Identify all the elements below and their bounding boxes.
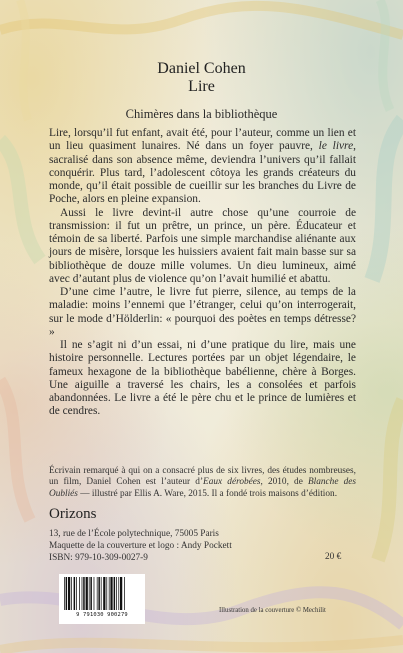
blurb-paragraph: Lire, lorsqu’il fut enfant, avait été, pour l’auteur, comme un lien et un lieu quasiment lunaires. Né dans un foyer pauvre, le livre, sacralisé dans son absence même, deviendra l’univers qu’il fallait conquérir. Plus tard, l’adolescent côtoya les grands créateurs du monde, qu’il était possible de cueillir sur les branches du Livre de Poche, alors en pleine expansion.	[49, 127, 356, 206]
book-subtitle: Chimères dans la bibliothèque	[125, 107, 278, 121]
publisher-info	[49, 528, 349, 564]
author-bio: Écrivain remarqué à qui on a consacré plus de six livres, des études nombreuses, un film, Daniel Cohen est l’auteur d’Eaux dérobées, 2010, de Blanche des Oubliés — illustré par Ellis A. Ware, 2015. Il a fondé trois maisons d’édition.	[49, 466, 356, 499]
price: 20 €	[325, 552, 342, 562]
barcode-digits: 9 791030 900279	[76, 612, 128, 618]
cover-design-credit: Maquette de la couverture et logo : Andy Pockett	[49, 541, 232, 551]
book-title: Lire	[188, 78, 215, 95]
blurb-paragraph: Aussi le livre devint-il autre chose qu’une courroie de transmission: il fut un prêtre, un prince, un père. Éducateur et témoin de sa liberté. Parfois une simple marchandise aliénante aux jours de misère, lorsque les huissiers avaient fait main basse sur sa bibliothèque de douze mille volumes. Un dieu lumineux, aimé avec d’autant plus de violence qu’on l’avait humilié et abattu.	[49, 206, 356, 285]
blurb-paragraph: D’une cime l’autre, le livre fut pierre, silence, au temps de la maladie: moins l’ennemi que l’étranger, celui qu’on interrogerait, sur le mode d’Hölderlin: « pourquoi des poètes en temps détresse? »	[49, 286, 356, 338]
publisher-address: 13, rue de l’École polytechnique, 75005 Paris	[49, 529, 219, 539]
publisher-name: Orizons	[49, 506, 97, 522]
barcode	[59, 574, 145, 624]
illustration-credit: Illustration de la couverture © Mechilit	[219, 607, 326, 614]
blurb-paragraph: Il ne s’agit ni d’un essai, ni d’une pratique du lire, mais une histoire personnelle. Lectures portées par un objet légendaire, le fameux hexagone de la bibliothèque babélienne, chère à Borges. Une aiguille a traversé les chairs, les a consolées et parfois abandonnées. Le livre a été le père chu et le prince de lumières et de cendres.	[49, 339, 356, 418]
barcode-bars	[63, 577, 141, 612]
isbn: ISBN: 979-10-309-0027-9	[49, 553, 148, 563]
author-name: Daniel Cohen	[157, 60, 246, 77]
blurb	[49, 127, 356, 419]
